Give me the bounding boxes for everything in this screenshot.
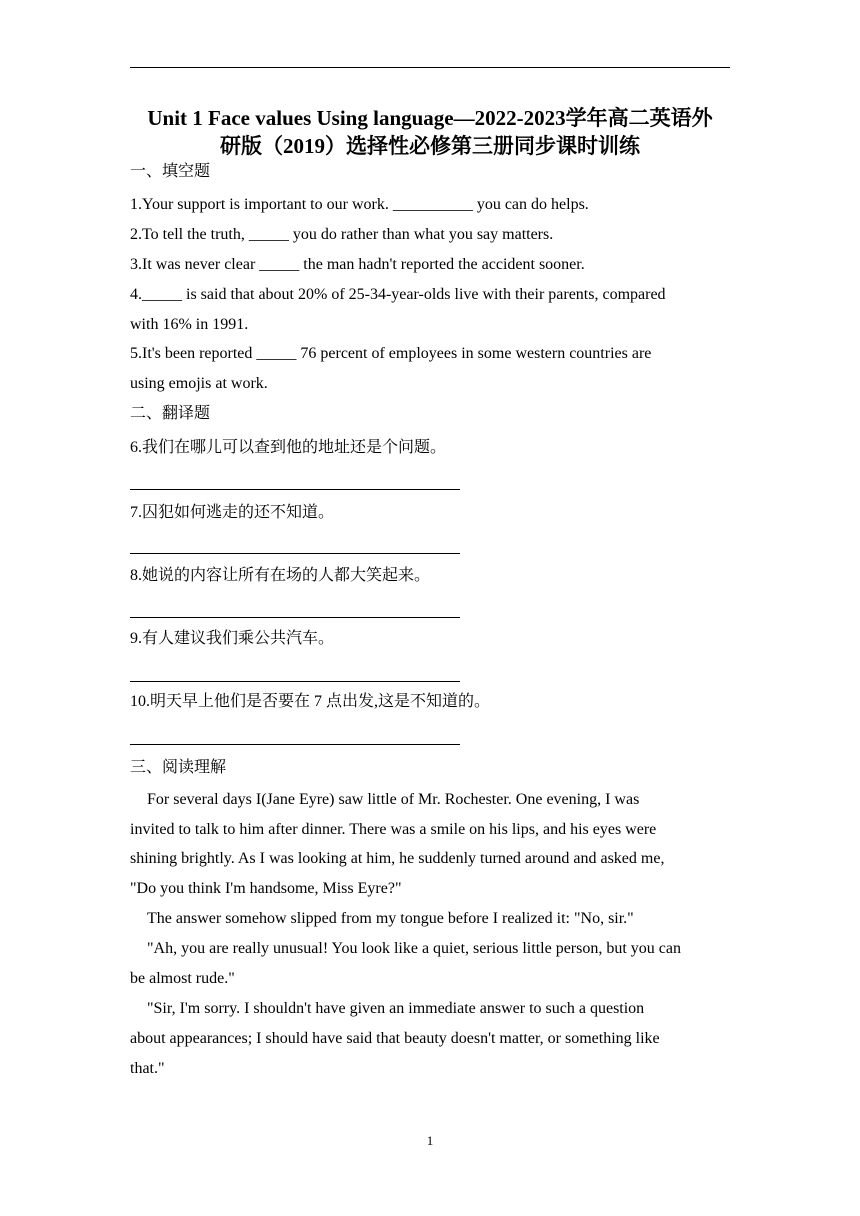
answer-line-8 bbox=[130, 617, 460, 618]
section-heading-fill-blank: 一、填空题 bbox=[130, 163, 211, 180]
answer-line-7 bbox=[130, 553, 460, 554]
question-5-continued: using emojis at work. bbox=[130, 375, 268, 392]
passage-line-6: "Ah, you are really unusual! You look like a quiet, serious little person, but you can bbox=[147, 940, 681, 957]
title-line-2: 研版（2019）选择性必修第三册同步课时训练 bbox=[220, 134, 640, 158]
question-7: 7.囚犯如何逃走的还不知道。 bbox=[130, 504, 335, 521]
answer-line-10 bbox=[130, 744, 460, 745]
question-10: 10.明天早上他们是否要在 7 点出发,这是不知道的。 bbox=[130, 693, 491, 710]
section-heading-translation: 二、翻译题 bbox=[130, 405, 211, 422]
header-rule bbox=[130, 67, 730, 68]
answer-line-9 bbox=[130, 681, 460, 682]
passage-line-7: be almost rude." bbox=[130, 970, 235, 987]
question-4-continued: with 16% in 1991. bbox=[130, 316, 249, 333]
passage-line-4: "Do you think I'm handsome, Miss Eyre?" bbox=[130, 880, 402, 897]
passage-line-9: about appearances; I should have said that beauty doesn't matter, or something like bbox=[130, 1030, 660, 1047]
section-heading-reading: 三、阅读理解 bbox=[130, 759, 227, 776]
question-4: 4._____ is said that about 20% of 25-34-year-olds live with their parents, compared bbox=[130, 286, 666, 303]
question-5: 5.It's been reported _____ 76 percent of employees in some western countries are bbox=[130, 345, 652, 362]
passage-line-5: The answer somehow slipped from my tongue before I realized it: "No, sir." bbox=[147, 910, 634, 927]
question-6: 6.我们在哪儿可以查到他的地址还是个问题。 bbox=[130, 439, 447, 456]
page-title bbox=[120, 104, 740, 160]
passage-line-3: shining brightly. As I was looking at him, he suddenly turned around and asked me, bbox=[130, 850, 665, 867]
page-number: 1 bbox=[426, 1133, 434, 1148]
passage-line-1: For several days I(Jane Eyre) saw little of Mr. Rochester. One evening, I was bbox=[147, 791, 640, 808]
question-2: 2.To tell the truth, _____ you do rather than what you say matters. bbox=[130, 226, 554, 243]
question-1: 1.Your support is important to our work. __________ you can do helps. bbox=[130, 196, 589, 213]
answer-line-6 bbox=[130, 489, 460, 490]
question-8: 8.她说的内容让所有在场的人都大笑起来。 bbox=[130, 567, 431, 584]
passage-line-10: that." bbox=[130, 1060, 165, 1077]
question-3: 3.It was never clear _____ the man hadn't reported the accident sooner. bbox=[130, 256, 585, 273]
question-9: 9.有人建议我们乘公共汽车。 bbox=[130, 630, 335, 647]
title-line-1: Unit 1 Face values Using language—2022-2023学年高二英语外 bbox=[147, 106, 713, 130]
passage-line-8: "Sir, I'm sorry. I shouldn't have given an immediate answer to such a question bbox=[147, 1000, 645, 1017]
passage-line-2: invited to talk to him after dinner. There was a smile on his lips, and his eyes were bbox=[130, 821, 657, 838]
